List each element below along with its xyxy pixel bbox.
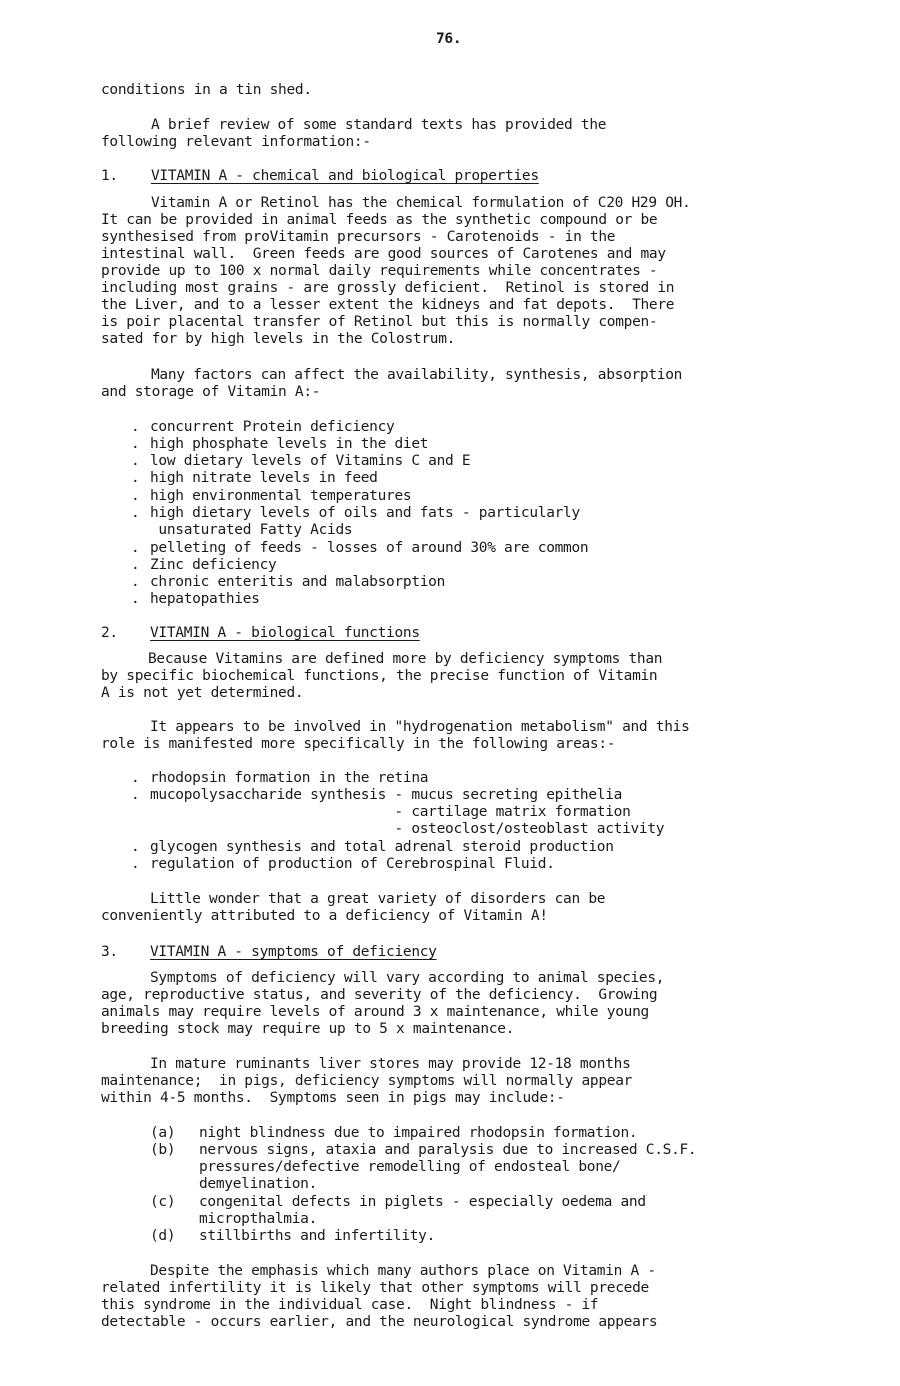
list-item: chronic enteritis and malabsorption <box>150 574 446 590</box>
section-2-number: 2. <box>101 625 118 641</box>
bullet-mark: . <box>131 453 140 469</box>
list-item: mucopolysaccharide synthesis - mucus secreting epithelia <box>150 787 623 803</box>
paragraph-line: Despite the emphasis which many authors place on Vitamin A - <box>150 1263 656 1279</box>
list-item: high phosphate levels in the diet <box>150 436 429 452</box>
bullet-mark: . <box>131 557 140 573</box>
paragraph-line: Little wonder that a great variety of disorders can be <box>150 891 606 907</box>
paragraph-line: Many factors can affect the availability, synthesis, absorption <box>151 367 683 383</box>
symptom-text: congenital defects in piglets - especially oedema and <box>199 1194 646 1210</box>
list-item: concurrent Protein deficiency <box>150 419 395 435</box>
intro-line: following relevant information:- <box>101 134 371 150</box>
paragraph-line: and storage of Vitamin A:- <box>101 384 321 400</box>
page-number: 76. <box>436 31 462 47</box>
paragraph-line: synthesised from proVitamin precursors - Carotenoids - in the <box>101 229 616 245</box>
opening-line: conditions in a tin shed. <box>101 82 312 98</box>
paragraph-line: detectable - occurs earlier, and the neurological syndrome appears <box>101 1314 658 1330</box>
symptom-label: (d) <box>150 1228 176 1244</box>
list-item-continuation: - cartilage matrix formation <box>150 804 631 820</box>
symptom-text: demyelination. <box>199 1176 318 1192</box>
paragraph-line: intestinal wall. Green feeds are good sources of Carotenes and may <box>101 246 666 262</box>
paragraph-line: role is manifested more specifically in the following areas:- <box>101 736 616 752</box>
list-item: rhodopsin formation in the retina <box>150 770 429 786</box>
bullet-mark: . <box>131 591 140 607</box>
symptom-text: night blindness due to impaired rhodopsin formation. <box>199 1125 638 1141</box>
list-item: high dietary levels of oils and fats - particularly <box>150 505 580 521</box>
symptom-label: (a) <box>150 1125 176 1141</box>
list-item: high environmental temperatures <box>150 488 412 504</box>
bullet-mark: . <box>131 574 140 590</box>
bullet-mark: . <box>131 505 140 521</box>
bullet-mark: . <box>131 770 140 786</box>
symptom-label: (b) <box>150 1142 176 1158</box>
symptom-label: (c) <box>150 1194 176 1210</box>
list-item: glycogen synthesis and total adrenal steroid production <box>150 839 614 855</box>
section-1-heading: VITAMIN A - chemical and biological properties <box>151 168 539 184</box>
paragraph-line: is poir placental transfer of Retinol but this is normally compen- <box>101 314 658 330</box>
paragraph-line: breeding stock may require up to 5 x maintenance. <box>101 1021 515 1037</box>
list-item-continuation: unsaturated Fatty Acids <box>150 522 353 538</box>
list-item: regulation of production of Cerebrospinal Fluid. <box>150 856 555 872</box>
list-item-continuation: - osteoclost/osteoblast activity <box>150 821 665 837</box>
list-item: low dietary levels of Vitamins C and E <box>150 453 471 469</box>
bullet-mark: . <box>131 419 140 435</box>
section-3-heading: VITAMIN A - symptoms of deficiency <box>150 944 437 960</box>
section-3-number: 3. <box>101 944 118 960</box>
paragraph-line: conveniently attributed to a deficiency of Vitamin A! <box>101 908 548 924</box>
list-item: pelleting of feeds - losses of around 30% are common <box>150 540 589 556</box>
section-1-number: 1. <box>101 168 118 184</box>
list-item: high nitrate levels in feed <box>150 470 378 486</box>
bullet-mark: . <box>131 839 140 855</box>
paragraph-line: Symptoms of deficiency will vary according to animal species, <box>150 970 665 986</box>
symptom-text: pressures/defective remodelling of endosteal bone/ <box>199 1159 621 1175</box>
paragraph-line: Because Vitamins are defined more by deficiency symptoms than <box>148 651 663 667</box>
paragraph-line: maintenance; in pigs, deficiency symptoms will normally appear <box>101 1073 633 1089</box>
symptom-text: stillbirths and infertility. <box>199 1228 436 1244</box>
bullet-mark: . <box>131 436 140 452</box>
bullet-mark: . <box>131 470 140 486</box>
bullet-mark: . <box>131 787 140 803</box>
paragraph-line: age, reproductive status, and severity of the deficiency. Growing <box>101 987 658 1003</box>
list-item: hepatopathies <box>150 591 260 607</box>
paragraph-line: including most grains - are grossly deficient. Retinol is stored in <box>101 280 675 296</box>
paragraph-line: Vitamin A or Retinol has the chemical formulation of C20 H29 OH. <box>151 195 691 211</box>
paragraph-line: by specific biochemical functions, the precise function of Vitamin <box>101 668 658 684</box>
intro-line: A brief review of some standard texts has provided the <box>151 117 607 133</box>
paragraph-line: within 4-5 months. Symptoms seen in pigs may include:- <box>101 1090 565 1106</box>
paragraph-line: the Liver, and to a lesser extent the kidneys and fat depots. There <box>101 297 675 313</box>
paragraph-line: In mature ruminants liver stores may provide 12-18 months <box>150 1056 631 1072</box>
paragraph-line: It can be provided in animal feeds as the synthetic compound or be <box>101 212 658 228</box>
symptom-text: nervous signs, ataxia and paralysis due to increased C.S.F. <box>199 1142 697 1158</box>
bullet-mark: . <box>131 540 140 556</box>
bullet-mark: . <box>131 488 140 504</box>
paragraph-line: A is not yet determined. <box>101 685 304 701</box>
paragraph-line: animals may require levels of around 3 x maintenance, while young <box>101 1004 649 1020</box>
paragraph-line: provide up to 100 x normal daily requirements while concentrates - <box>101 263 658 279</box>
section-2-heading: VITAMIN A - biological functions <box>150 625 420 641</box>
paragraph-line: related infertility it is likely that other symptoms will precede <box>101 1280 649 1296</box>
paragraph-line: this syndrome in the individual case. Night blindness - if <box>101 1297 599 1313</box>
symptom-text: micropthalmia. <box>199 1211 318 1227</box>
list-item: Zinc deficiency <box>150 557 277 573</box>
bullet-mark: . <box>131 856 140 872</box>
paragraph-line: It appears to be involved in "hydrogenation metabolism" and this <box>150 719 690 735</box>
paragraph-line: sated for by high levels in the Colostrum. <box>101 331 456 347</box>
